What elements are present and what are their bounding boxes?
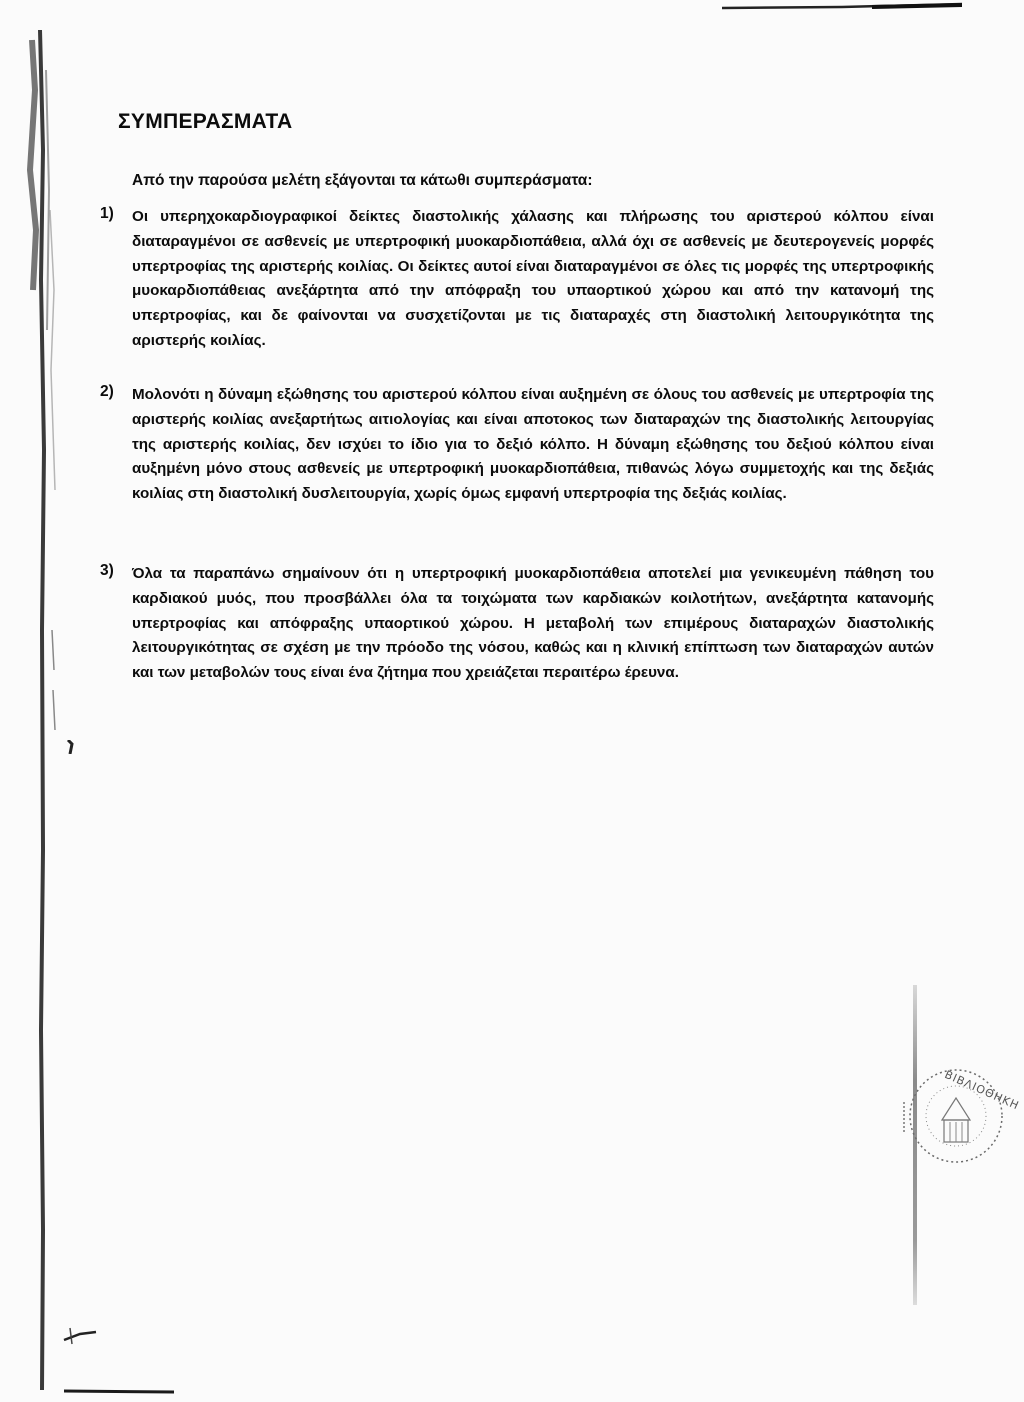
scan-edge-artifact: [10, 30, 58, 1390]
scan-top-artifact: [722, 2, 962, 10]
item-text: Όλα τα παραπάνω σημαίνουν ότι η υπερτροφική μυοκαρδιοπάθεια αποτελεί μια γενικευμένη πάθηση του καρδιακού μυός, που προσβάλλει όλα τα τοιχώματα των καρδιακών κοιλοτήτων, ανεξάρτητα κατανομής υπερτροφίας και απόφραξης υπαορτικού χώρου. Η μεταβολή των επιμέρους διαταραχών διαστολικής λειτουργικότητας σε σχέση με την πρόοδο της νόσου, καθώς και η κλινική επίπτωση των διαταραχών αυτών και των μεταβολών τους είναι ένα ζήτημα που χρειάζεται περαιτέρω έρευνα.: [132, 565, 934, 682]
item-number: 3): [100, 562, 114, 579]
intro-text: Από την παρούσα μελέτη εξάγονται τα κάτωθι συμπεράσματα:: [132, 172, 593, 189]
item-text: Μολονότι η δύναμη εξώθησης του αριστερού κόλπου είναι αυξημένη σε όλους του ασθενείς με υπερτροφία της αριστερής κοιλίας ανεξαρτήτως αιτιολογίας και είναι αποτοκος των διαταραχών της διαστολικής λειτουργίας της αριστερής κοιλίας, δεν ισχύει το ίδιο για το δεξιό κόλπο. Η δύναμη εξώθησης του δεξιού κόλπου είναι αυξημένη μόνο στους ασθενείς με υπερτροφική μυοκαρδιοπάθεια, πιθανώς λόγω συμμετοχής και της δεξιάς κοιλίας στη διαστολική δυσλειτουργία, χωρίς όμως εμφανή υπερτροφία της δεξιάς κοιλίας.: [132, 386, 934, 503]
scan-bottom-artifact: [64, 1388, 174, 1394]
scan-mark: [62, 1320, 98, 1346]
item-number: 1): [100, 205, 114, 222]
page-title: ΣΥΜΠΕΡΑΣΜΑΤΑ: [118, 110, 293, 133]
item-number: 2): [100, 383, 114, 400]
stamp-label: ΒΙΒΛΙΟΘΗΚΗ: [942, 1068, 1022, 1113]
scan-mark: [66, 740, 74, 754]
item-text: Οι υπερηχοκαρδιογραφικοί δείκτες διαστολικής χάλασης και πλήρωσης του αριστερού κόλπου είναι διαταραγμένοι σε ασθενείς με υπερτροφική μυοκαρδιοπάθεια, αλλά όχι σε ασθενείς με δευτερογενείς μορφές υπερτροφίας της αριστερής κοιλίας. Οι δείκτες αυτοί είναι διαταραγμένοι σε όλες τις μορφές της υπερτροφικής μυοκαρδιοπάθειας ανεξάρτητα από την απόφραξη του υπαορτικού χώρου και από την κατανομή της υπερτροφίας, και δε φαίνονται να συσχετίζονται με τις διαταραχές στη διαστολική λειτουργικότητα της αριστερής κοιλίας.: [132, 208, 934, 349]
